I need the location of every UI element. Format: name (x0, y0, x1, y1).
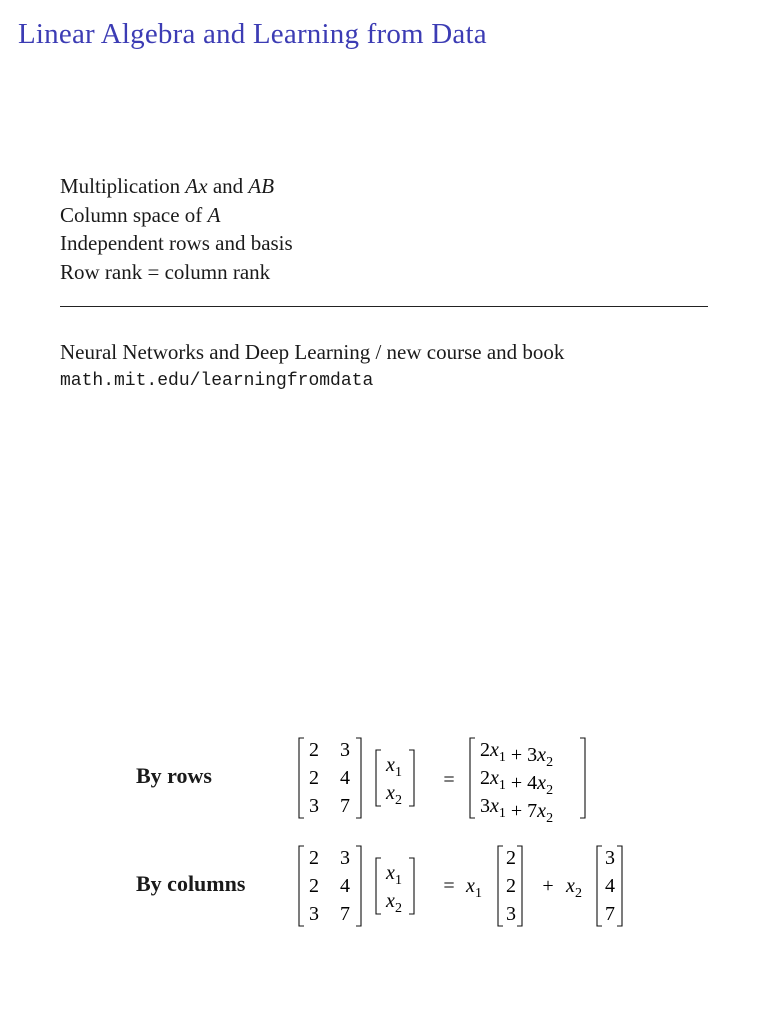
column-1-entry: 3 (506, 903, 516, 925)
matrix-A-cell: 7 (340, 903, 350, 925)
matrix-A-cell: 2 (309, 875, 319, 897)
result-entry: $2x_1 + 3x_2$ (480, 739, 554, 770)
plus-sign: + (542, 875, 554, 897)
vector-x-right-bracket (409, 858, 414, 914)
by-rows-equation (0, 448, 768, 1024)
result-vector-right-bracket (580, 738, 585, 818)
matrix-A-cell: 7 (340, 795, 350, 817)
topic-text: and (207, 174, 249, 198)
coefficient-x2: $x_2$ (566, 875, 582, 901)
topic-text: Row rank = column rank (60, 259, 271, 284)
slide-matrix-multiplication (0, 448, 768, 1024)
coefficient-x1: $x_1$ (466, 875, 482, 901)
equals-sign: = (443, 769, 455, 791)
vector-x-entry: $x_1$ (386, 862, 402, 888)
matrix-A-cell: 2 (309, 847, 319, 869)
matrix-A-cell: 3 (309, 903, 319, 925)
column-1-entry: 2 (506, 875, 516, 897)
topic-item (60, 172, 293, 201)
vector-x-left-bracket (376, 858, 381, 914)
math-term: AB (248, 174, 275, 198)
column-2-entry: 4 (605, 875, 615, 897)
column-2-right-bracket (617, 846, 622, 926)
math-term: Ax (185, 174, 208, 198)
vector-x-entry: $x_2$ (386, 782, 402, 808)
result-entry: $2x_1 + 4x_2$ (480, 767, 554, 798)
matrix-A-cell: 4 (340, 767, 350, 789)
matrix-A-cell: 4 (340, 875, 350, 897)
matrix-A-right-bracket (356, 738, 361, 818)
label-by-rows: By rows (136, 763, 212, 788)
topic-text: Independent rows and basis (60, 231, 293, 255)
equals-sign: = (443, 875, 455, 897)
math-term: A (207, 202, 221, 227)
label-by-columns: By columns (136, 871, 246, 896)
result-vector-left-bracket (470, 738, 475, 818)
matrix-A-cell: 2 (309, 767, 319, 789)
column-2-entry: 7 (605, 903, 615, 925)
vector-x-entry: $x_2$ (386, 890, 402, 916)
course-note: Neural Networks and Deep Learning / new course and book (60, 340, 565, 364)
topic-item (60, 229, 293, 258)
topic-text: Multiplication (60, 174, 186, 198)
horizontal-rule (60, 306, 708, 307)
vector-x-entry: $x_1$ (386, 754, 402, 780)
matrix-A-cell: 3 (340, 739, 350, 761)
matrix-A-cell: 2 (309, 739, 319, 761)
column-2-entry: 3 (605, 847, 615, 869)
column-2-left-bracket (597, 846, 602, 926)
slide-title: Linear Algebra and Learning from Data (18, 18, 487, 50)
matrix-A-left-bracket (299, 846, 304, 926)
matrix-A-cell: 3 (309, 795, 319, 817)
vector-x-right-bracket (409, 750, 414, 806)
matrix-A-cell: 3 (340, 847, 350, 869)
topic-list (60, 172, 293, 286)
topic-item (60, 201, 293, 230)
course-url[interactable]: math.mit.edu/learningfromdata (60, 371, 374, 391)
column-1-left-bracket (498, 846, 503, 926)
vector-x-left-bracket (376, 750, 381, 806)
column-1-entry: 2 (506, 847, 516, 869)
result-entry: $3x_1 + 7x_2$ (480, 795, 554, 826)
topic-text: Column space of (60, 202, 208, 227)
matrix-A-left-bracket (299, 738, 304, 818)
column-1-right-bracket (517, 846, 522, 926)
matrix-A-right-bracket (356, 846, 361, 926)
topic-item (60, 258, 293, 287)
